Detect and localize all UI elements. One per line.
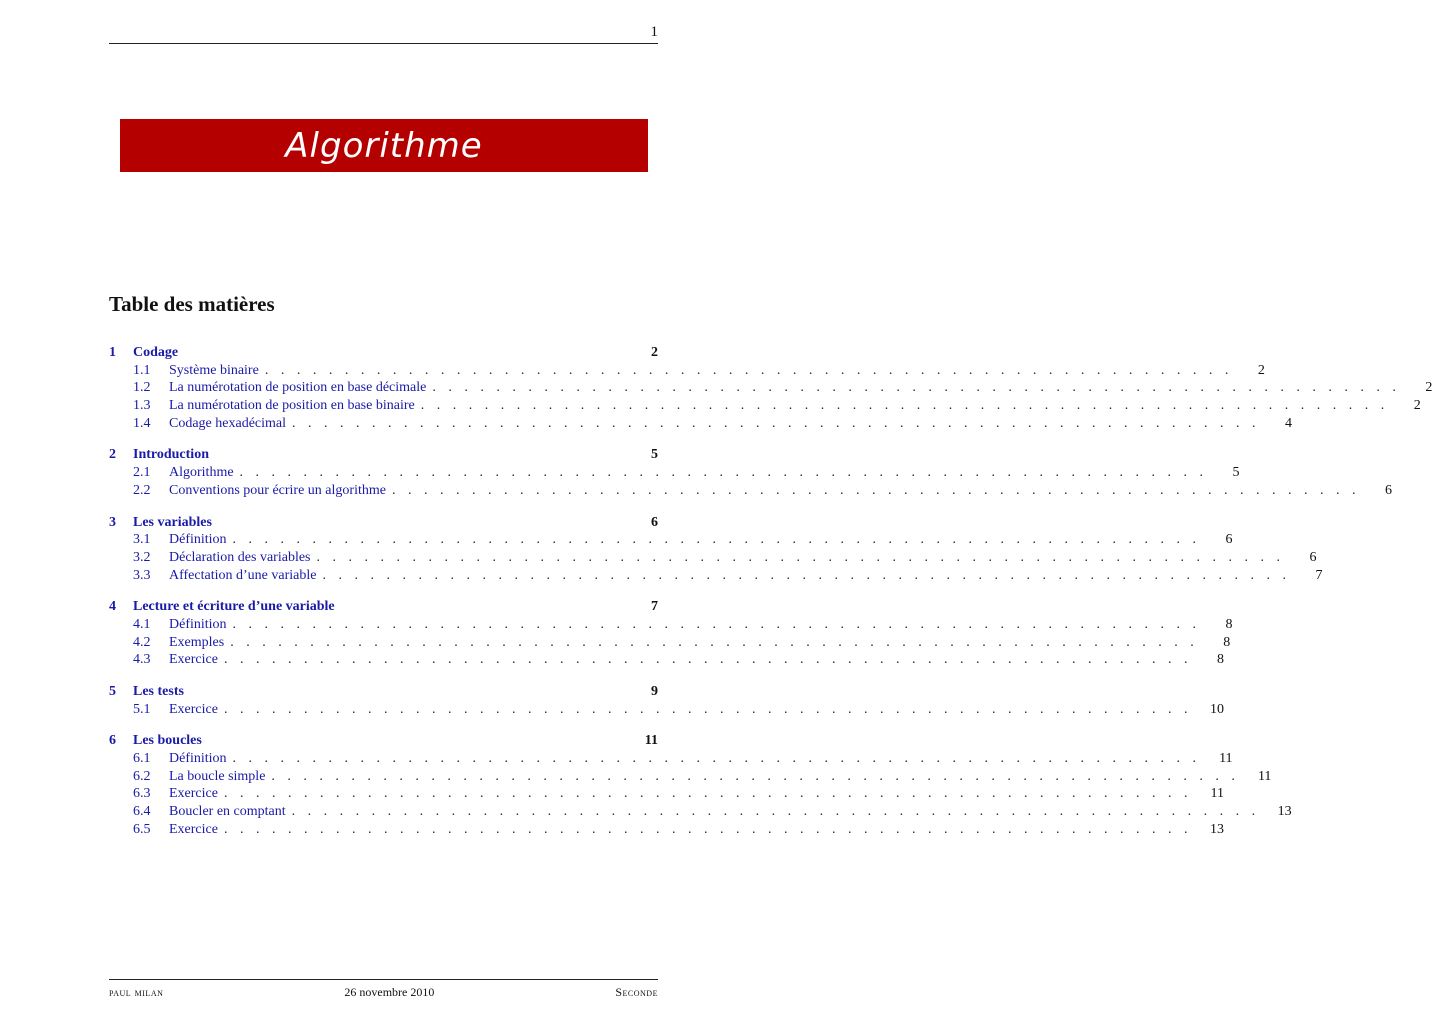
toc-section-number: 2 — [109, 447, 116, 463]
toc-subsection-title: La boucle simple — [169, 768, 266, 784]
toc-page-number: 2 — [1425, 380, 1432, 396]
toc-page-number: 2 — [1257, 362, 1265, 378]
toc-section — [109, 446, 1392, 499]
toc-page-number: 5 — [651, 447, 658, 463]
toc-section-link[interactable] — [109, 683, 658, 701]
toc-subsection-link[interactable] — [109, 397, 1421, 415]
toc-section-link[interactable] — [109, 344, 658, 362]
toc-page-number: 2 — [1413, 398, 1421, 414]
toc-dot-leader: . . . . . . . . . . . . . . . . . . . . . . . . . . . . . . . . . . . . . . . . . . . . . . . . . . . . . . . . . . . . . — [264, 362, 1233, 378]
toc-subsection-link[interactable] — [109, 616, 1233, 634]
toc-dot-leader: . . . . . . . . . . . . . . . . . . . . . . . . . . . . . . . . . . . . . . . . . . . . . . . . . . . . . . . . . . . . . — [292, 415, 1261, 431]
toc-section-link[interactable] — [109, 732, 658, 750]
toc-subsection-link[interactable] — [109, 379, 1432, 397]
toc-section-link[interactable] — [109, 446, 658, 464]
toc-subsection-title: La numérotation de position en base binaire — [169, 398, 415, 414]
toc-subsection-number: 1.1 — [133, 362, 151, 378]
toc-subsection-number: 4.3 — [133, 652, 151, 668]
toc-section-title: Lecture et écriture d’une variable — [133, 599, 335, 615]
footer — [109, 985, 658, 1000]
toc-dot-leader: . . . . . . . . . . . . . . . . . . . . . . . . . . . . . . . . . . . . . . . . . . . . . . . . . . . . . . . . . . . . . — [432, 380, 1401, 396]
toc-dot-leader: . . . . . . . . . . . . . . . . . . . . . . . . . . . . . . . . . . . . . . . . . . . . . . . . . . . . . . . . . . . . . — [322, 567, 1291, 583]
toc-subsection-number: 6.1 — [133, 751, 151, 767]
toc-subsection-number: 2.1 — [133, 465, 151, 481]
toc-subsection-title: Définition — [169, 532, 227, 548]
toc-subsection-title: Algorithme — [169, 465, 234, 481]
toc-subsection-title: Exemples — [169, 634, 225, 650]
toc-page-number: 5 — [1232, 465, 1240, 481]
toc-section-title: Les boucles — [133, 733, 202, 749]
toc-subsection-title: Conventions pour écrire un algorithme — [169, 482, 386, 498]
footer-level: Seconde — [615, 985, 658, 999]
toc-subsection-number: 4.2 — [133, 634, 151, 650]
toc-dot-leader: . . . . . . . . . . . . . . . . . . . . . . . . . . . . . . . . . . . . . . . . . . . . . . . . . . . . . . . . . . . . . — [316, 549, 1285, 565]
toc-section-number: 4 — [109, 599, 116, 615]
toc-subsection-title: Affectation d’une variable — [169, 567, 317, 583]
toc-subsection-title: Définition — [169, 751, 227, 767]
toc-subsection-number: 6.4 — [133, 804, 151, 820]
toc-dot-leader: . . . . . . . . . . . . . . . . . . . . . . . . . . . . . . . . . . . . . . . . . . . . . . . . . . . . . . . . . . . . . — [291, 804, 1260, 820]
toc-dot-leader: . . . . . . . . . . . . . . . . . . . . . . . . . . . . . . . . . . . . . . . . . . . . . . . . . . . . . . . . . . . . . — [230, 634, 1199, 650]
toc-subsection-link[interactable] — [109, 750, 1233, 768]
toc-subsection-number: 4.1 — [133, 616, 151, 632]
toc-dot-leader: . . . . . . . . . . . . . . . . . . . . . . . . . . . . . . . . . . . . . . . . . . . . . . . . . . . . . . . . . . . . . — [232, 751, 1201, 767]
toc-dot-leader: . . . . . . . . . . . . . . . . . . . . . . . . . . . . . . . . . . . . . . . . . . . . . . . . . . . . . . . . . . . . . — [223, 821, 1192, 837]
toc-subsection-link[interactable] — [109, 415, 1293, 433]
toc-dot-leader: . . . . . . . . . . . . . . . . . . . . . . . . . . . . . . . . . . . . . . . . . . . . . . . . . . . . . . . . . . . . . — [232, 532, 1201, 548]
toc-section-link[interactable] — [109, 514, 658, 532]
document-title: Algorithme — [285, 125, 483, 166]
toc-page-number: 9 — [651, 684, 658, 699]
toc-page-number: 4 — [1285, 415, 1293, 431]
toc-subsection-link[interactable] — [109, 803, 1292, 821]
toc-subsection-title: Exercice — [169, 821, 218, 837]
toc-subsection-link[interactable] — [109, 651, 1224, 669]
toc-subsection-number: 3.1 — [133, 532, 151, 548]
toc-subsection-link[interactable] — [109, 634, 1231, 652]
toc-subsection-title: Exercice — [169, 652, 218, 668]
toc-section — [109, 344, 1432, 432]
toc-dot-leader: . . . . . . . . . . . . . . . . . . . . . . . . . . . . . . . . . . . . . . . . . . . . . . . . . . . . . . . . . . . . . — [391, 482, 1360, 498]
toc-subsection-title: Exercice — [169, 701, 218, 717]
toc-page-number: 8 — [1223, 634, 1231, 650]
toc-subsection-link[interactable] — [109, 567, 1323, 585]
toc-subsection-link[interactable] — [109, 701, 1224, 719]
toc-dot-leader: . . . . . . . . . . . . . . . . . . . . . . . . . . . . . . . . . . . . . . . . . . . . . . . . . . . . . . . . . . . . . — [271, 768, 1240, 784]
toc-section — [109, 732, 1292, 838]
toc-page-number: 11 — [644, 733, 658, 749]
toc-dot-leader: . . . . . . . . . . . . . . . . . . . . . . . . . . . . . . . . . . . . . . . . . . . . . . . . . . . . . . . . . . . . . — [232, 616, 1201, 632]
header-rule — [109, 43, 658, 44]
toc-section-number: 3 — [109, 514, 116, 530]
toc-subsection-link[interactable] — [109, 531, 1233, 549]
toc-subsection-number: 3.2 — [133, 549, 151, 565]
toc-page-number: 13 — [1277, 804, 1292, 820]
toc-subsection-number: 6.5 — [133, 821, 151, 837]
toc-page-number: 11 — [1219, 751, 1233, 767]
toc-page-number: 6 — [1309, 549, 1317, 565]
toc-subsection-title: Codage hexadécimal — [169, 415, 287, 431]
toc-page-number: 2 — [651, 345, 658, 360]
toc-section — [109, 514, 1323, 585]
title-banner — [120, 119, 648, 172]
toc-section-title: Introduction — [133, 447, 209, 463]
toc-subsection-number: 1.2 — [133, 380, 151, 396]
toc-subsection-link[interactable] — [109, 821, 1224, 839]
toc-page-number: 8 — [1225, 616, 1233, 632]
toc-subsection-title: Déclaration des variables — [169, 549, 311, 565]
toc-section-number: 5 — [109, 684, 116, 699]
toc-subsection-link[interactable] — [109, 549, 1317, 567]
toc-subsection-title: La numérotation de position en base décimale — [169, 380, 427, 396]
toc-subsection-title: Définition — [169, 616, 227, 632]
toc-dot-leader: . . . . . . . . . . . . . . . . . . . . . . . . . . . . . . . . . . . . . . . . . . . . . . . . . . . . . . . . . . . . . — [223, 786, 1192, 802]
toc-dot-leader: . . . . . . . . . . . . . . . . . . . . . . . . . . . . . . . . . . . . . . . . . . . . . . . . . . . . . . . . . . . . . — [420, 398, 1389, 414]
toc-subsection-title: Exercice — [169, 786, 218, 802]
toc-dot-leader: . . . . . . . . . . . . . . . . . . . . . . . . . . . . . . . . . . . . . . . . . . . . . . . . . . . . . . . . . . . . . — [223, 652, 1192, 668]
toc-section-title: Codage — [133, 345, 179, 360]
toc-page-number: 13 — [1209, 821, 1224, 837]
toc-dot-leader: . . . . . . . . . . . . . . . . . . . . . . . . . . . . . . . . . . . . . . . . . . . . . . . . . . . . . . . . . . . . . — [239, 465, 1208, 481]
footer-author: paul milan — [109, 985, 164, 999]
toc-section-number: 1 — [109, 345, 116, 360]
table-of-contents — [109, 344, 1432, 853]
toc-subsection-link[interactable] — [109, 482, 1392, 500]
toc-section-title: Les tests — [133, 684, 184, 699]
toc-subsection-number: 5.1 — [133, 701, 151, 717]
toc-subsection-title: Boucler en comptant — [169, 804, 286, 820]
toc-page-number: 7 — [651, 599, 658, 615]
toc-page-number: 11 — [1210, 786, 1224, 802]
toc-subsection-link[interactable] — [109, 464, 1240, 482]
toc-page-number: 6 — [1225, 532, 1233, 548]
toc-subsection-number: 1.3 — [133, 398, 151, 414]
toc-page-number: 6 — [651, 514, 658, 530]
toc-section — [109, 683, 1224, 718]
toc-heading: Table des matières — [109, 292, 275, 316]
toc-subsection-link[interactable] — [109, 768, 1272, 786]
toc-dot-leader: . . . . . . . . . . . . . . . . . . . . . . . . . . . . . . . . . . . . . . . . . . . . . . . . . . . . . . . . . . . . . — [223, 701, 1192, 717]
toc-page-number: 7 — [1315, 567, 1323, 583]
toc-subsection-number: 6.3 — [133, 786, 151, 802]
page-number: 1 — [650, 24, 658, 40]
toc-subsection-link[interactable] — [109, 785, 1224, 803]
toc-section — [109, 598, 1233, 669]
toc-page-number: 10 — [1209, 701, 1224, 717]
toc-section-number: 6 — [109, 733, 116, 749]
toc-subsection-number: 1.4 — [133, 415, 151, 431]
toc-page-number: 8 — [1216, 652, 1224, 668]
toc-page-number: 6 — [1384, 482, 1392, 498]
toc-section-link[interactable] — [109, 598, 658, 616]
toc-subsection-link[interactable] — [109, 362, 1265, 380]
footer-rule — [109, 979, 658, 980]
toc-section-title: Les variables — [133, 514, 212, 530]
footer-date: 26 novembre 2010 — [344, 985, 435, 999]
toc-subsection-number: 3.3 — [133, 567, 151, 583]
toc-page-number: 11 — [1257, 768, 1272, 784]
toc-subsection-number: 6.2 — [133, 768, 151, 784]
toc-subsection-number: 2.2 — [133, 482, 151, 498]
toc-subsection-title: Système binaire — [169, 362, 259, 378]
